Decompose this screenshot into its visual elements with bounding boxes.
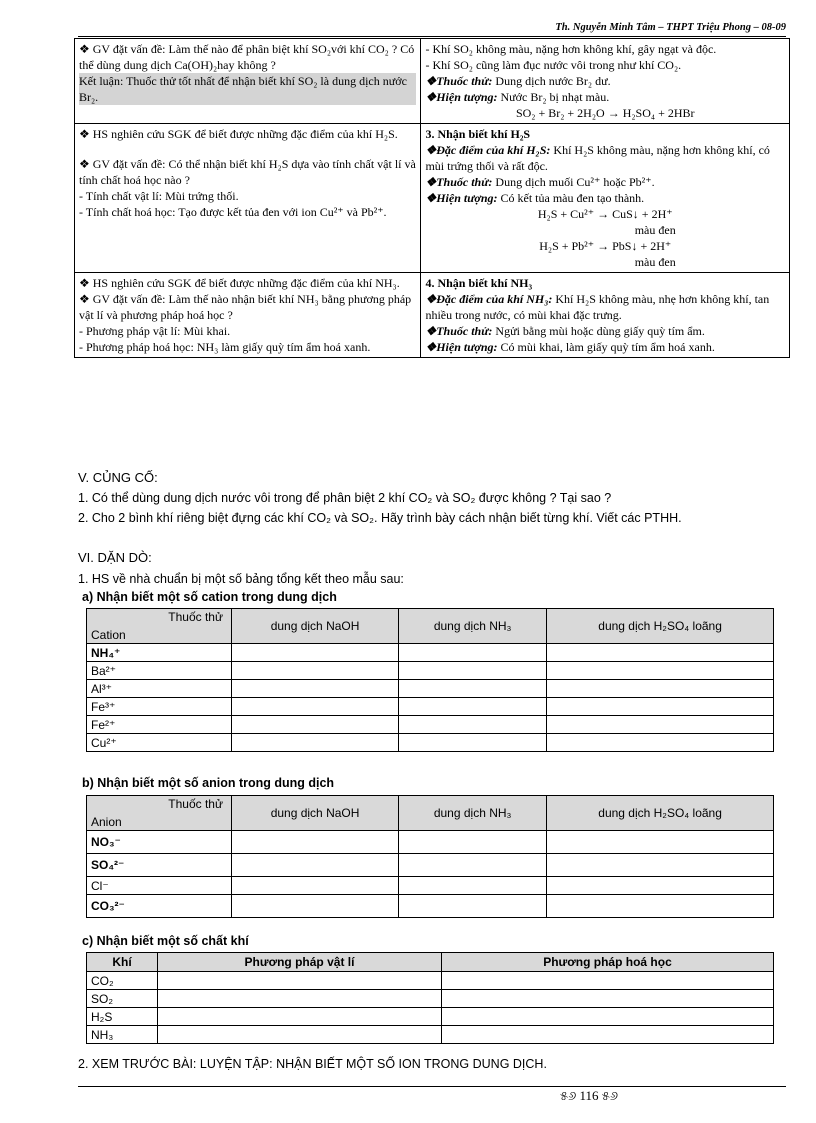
table-row: Fe²⁺ (87, 716, 774, 734)
activity-line: ❖ HS nghiên cứu SGK để biết được những đặc điểm của khí NH₃. (79, 276, 400, 290)
column-header: dung dịch NH₃ (399, 609, 547, 644)
equation-note: màu đen (634, 255, 676, 269)
table-row: Ba²⁺ (87, 662, 774, 680)
table-row: NH₃ (87, 1026, 774, 1044)
homework-line: 1. HS về nhà chuẩn bị một số bảng tổng kết theo mẫu sau: (78, 572, 404, 586)
activity-line: - Tính chất hoá học: Tạo được kết tủa đen với ion Cu²⁺ và Pb²⁺. (79, 205, 387, 219)
column-header: Phương pháp vật lí (158, 953, 442, 972)
column-header: dung dịch H₂SO₄ loãng (547, 796, 774, 831)
equation-note: màu đen (634, 223, 676, 237)
corner-cell: Thuốc thử Cation (87, 609, 232, 644)
reagent-line: ❖Thuốc thử: Dung dịch muối Cu²⁺ hoặc Pb²⁺. (425, 175, 655, 189)
table-row: Cl⁻ (87, 877, 774, 895)
column-header: Khí (87, 953, 158, 972)
column-header: dung dịch NaOH (232, 609, 399, 644)
conclusion-highlight: Kết luận: Thuốc thử tốt nhất để nhận biết khí SO₂ là dung dịch nước Br₂. (79, 73, 416, 105)
section-title: 3. Nhận biết khí H₂S (425, 127, 531, 141)
equation: H₂S + Pb²⁺ → PbS↓ + 2H⁺ (539, 239, 672, 253)
reagent-line: ❖Thuốc thử: Dung dịch nước Br₂ dư. (425, 74, 611, 88)
table-row (75, 124, 790, 273)
question-1: 1. Có thể dùng dung dịch nước vôi trong để phân biệt 2 khí CO₂ và SO₂ được không ? Tại sao ? (78, 491, 612, 505)
lesson-table (74, 38, 790, 358)
activity-line: ❖ HS nghiên cứu SGK để biết được những đặc điểm của khí H₂S. (79, 127, 398, 141)
table-row: NH₄⁺ (87, 644, 774, 662)
table-row: Al³⁺ (87, 680, 774, 698)
gas-table (86, 952, 774, 1044)
equation: H₂S + Cu²⁺ → CuS↓ + 2H⁺ (537, 207, 673, 221)
table-row (75, 273, 790, 358)
column-header: dung dịch NaOH (232, 796, 399, 831)
footer-divider (78, 1086, 786, 1087)
subtitle-c: c) Nhận biết một số chất khí (82, 934, 249, 948)
section-vi-title: VI. DẶN DÒ: (78, 550, 152, 565)
column-header: Phương pháp hoá học (442, 953, 774, 972)
activity-line: ❖ GV đặt vấn đề: Làm thế nào nhận biết khí NH₃ bằng phương pháp vật lí và phương pháp hoá học ? (79, 292, 412, 322)
section-title: 4. Nhận biết khí NH₃ (425, 276, 533, 290)
equation: SO₂ + Br₂ + 2H₂O → H₂SO₄ + 2HBr (515, 106, 695, 120)
page-number: ୫୬ 116 ୫୬ (560, 1088, 619, 1103)
activity-line: ❖ GV đặt vấn đề: Có thể nhận biết khí H₂S dựa vào tính chất vật lí và tính chất hoá học nào ? (79, 157, 416, 187)
phenomenon-line: ❖Hiện tượng: Nước Br₂ bị nhạt màu. (425, 90, 610, 104)
table-row: CO₃²⁻ (87, 895, 774, 918)
table-header (87, 953, 774, 972)
table-row (75, 39, 790, 124)
feature-line: ❖Đặc điểm của khí NH₃: Khí H₂S không màu, nhẹ hơn không khí, tan nhiều trong nước, có mùi khai đặc trưng. (425, 292, 770, 322)
corner-cell: Thuốc thử Anion (87, 796, 232, 831)
page-header: Th. Nguyễn Minh Tâm – THPT Triệu Phong – 08-09 (78, 22, 786, 37)
table-row: NO₃⁻ (87, 831, 774, 854)
teacher-question: ❖ GV đặt vấn đề: Làm thế nào để phân biệt khí SO₂với khí CO₂ ? Có thể dùng dung dịch Ca(OH)₂hay không ? (79, 42, 415, 72)
fact-line: - Khí SO₂ cũng làm đục nước vôi trong như khí CO₂. (425, 58, 682, 72)
table-row: H₂S (87, 1008, 774, 1026)
phenomenon-line: ❖Hiện tượng: Có mùi khai, làm giấy quỳ tím ẩm hoá xanh. (425, 340, 715, 354)
activity-line: - Phương pháp hoá học: NH₃ làm giấy quỳ tím ẩm hoá xanh. (79, 340, 371, 354)
reagent-line: ❖Thuốc thử: Ngửi bằng mùi hoặc dùng giấy quỳ tím ẩm. (425, 324, 705, 338)
cation-table (86, 608, 774, 752)
anion-table (86, 795, 774, 918)
activity-line: - Phương pháp vật lí: Mùi khai. (79, 324, 231, 338)
subtitle-b: b) Nhận biết một số anion trong dung dịch (82, 776, 335, 790)
feature-line: ❖Đặc điểm của khí H₂S: Khí H₂S không màu, nặng hơn không khí, có mùi trứng thối và rất độc. (425, 143, 770, 173)
table-row: SO₂ (87, 990, 774, 1008)
section-v-title: V. CỦNG CỐ: (78, 470, 158, 485)
table-row: Fe³⁺ (87, 698, 774, 716)
question-2: 2. Cho 2 bình khí riêng biệt đựng các khí CO₂ và SO₂. Hãy trình bày cách nhận biết từng khí. Viết các PTHH. (78, 511, 682, 525)
column-header: dung dịch NH₃ (399, 796, 547, 831)
column-header: dung dịch H₂SO₄ loãng (547, 609, 774, 644)
subtitle-a: a) Nhận biết một số cation trong dung dịch (82, 590, 337, 604)
table-header (87, 609, 774, 644)
phenomenon-line: ❖Hiện tượng: Có kết tủa màu đen tạo thành. (425, 191, 645, 205)
activity-line: - Tính chất vật lí: Mùi trứng thối. (79, 189, 239, 203)
table-row: SO₄²⁻ (87, 854, 774, 877)
table-row: CO₂ (87, 972, 774, 990)
fact-line: - Khí SO₂ không màu, nặng hơn không khí, gây ngạt và độc. (425, 42, 717, 56)
preview-line: 2. XEM TRƯỚC BÀI: LUYỆN TẬP: NHẬN BIẾT MỘT SỐ ION TRONG DUNG DỊCH. (78, 1057, 547, 1071)
table-row: Cu²⁺ (87, 734, 774, 752)
table-header (87, 796, 774, 831)
